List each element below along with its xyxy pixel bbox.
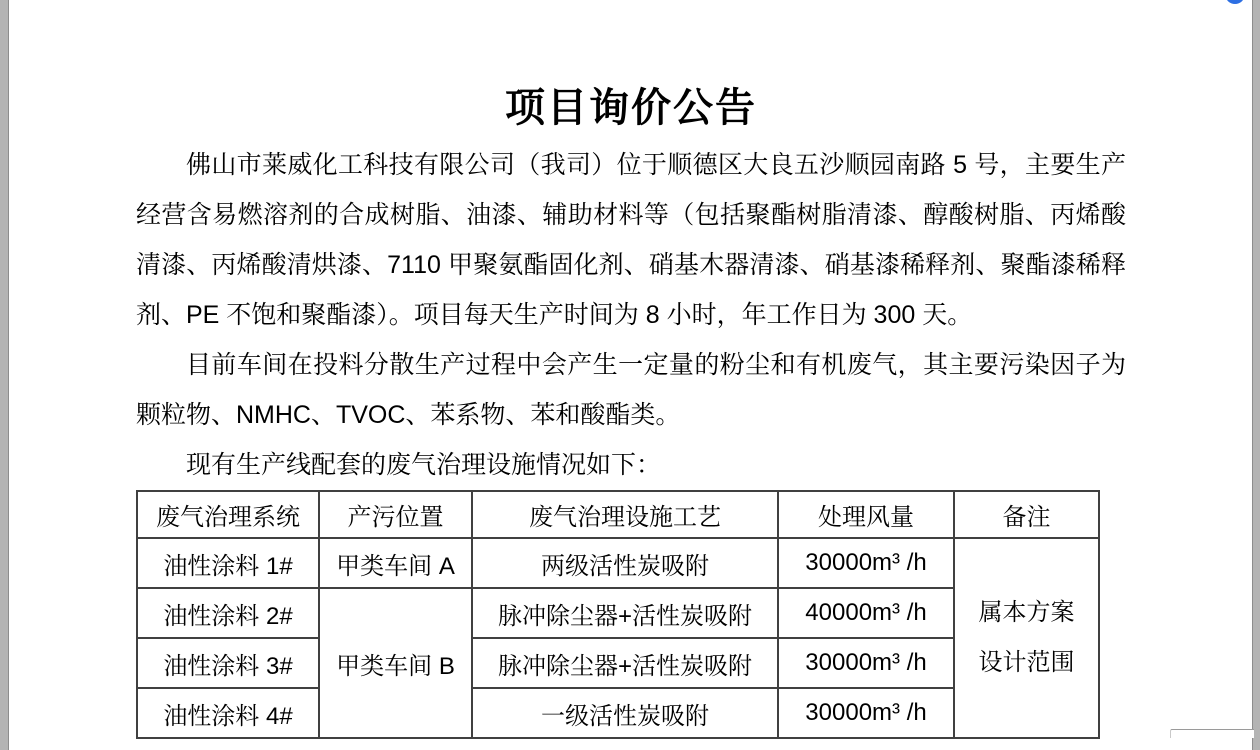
cell-process-3: 脉冲除尘器+活性炭吸附 [472, 638, 778, 688]
cell-system-4: 油性涂料 4# [137, 688, 319, 738]
cell-location-a: 甲类车间 A [319, 538, 472, 588]
header-system: 废气治理系统 [137, 491, 319, 538]
cell-system-2: 油性涂料 2# [137, 588, 319, 638]
header-location: 产污位置 [319, 491, 472, 538]
bottom-right-widget-edge [1170, 729, 1254, 738]
cell-system-3: 油性涂料 3# [137, 638, 319, 688]
document-page [8, 0, 1253, 750]
paragraph-pollutants: 目前车间在投料分散生产过程中会产生一定量的粉尘和有机废气，其主要污染因子为颗粒物、NMHC、TVOC、苯系物、苯和酸酯类。 [136, 351, 1126, 429]
paragraph-company-intro: 佛山市莱威化工科技有限公司（我司）位于顺德区大良五沙顺园南路 5 号，主要生产经营含易燃溶剂的合成树脂、油漆、辅助材料等（包括聚酯树脂清漆、醇酸树脂、丙烯酸清漆、丙烯酸清烘漆、7110 甲聚氨酯固化剂、硝基木器清漆、硝基漆稀释剂、聚酯漆稀释剂、PE 不饱和聚酯漆）。项目每天生产时间为 8 小时，年工作日为 300 天。 [136, 151, 1126, 329]
cell-airflow-2: 40000m³ /h [778, 588, 954, 638]
page-title: 项目询价公告 [505, 85, 757, 130]
cell-remark [954, 538, 1099, 738]
remark-line-2: 设计范围 [978, 649, 1075, 676]
cell-airflow-4: 30000m³ /h [778, 688, 954, 738]
header-remark: 备注 [954, 491, 1099, 538]
cell-system-1: 油性涂料 1# [137, 538, 319, 588]
cell-process-4: 一级活性炭吸附 [472, 688, 778, 738]
table-row [137, 538, 1099, 588]
cell-process-2: 脉冲除尘器+活性炭吸附 [472, 588, 778, 638]
table-header-row [137, 491, 1099, 538]
cell-airflow-3: 30000m³ /h [778, 638, 954, 688]
waste-gas-treatment-table [136, 490, 1100, 739]
cell-process-1: 两级活性炭吸附 [472, 538, 778, 588]
cell-location-b: 甲类车间 B [319, 588, 472, 738]
paragraph-table-lead-in: 现有生产线配套的废气治理设施情况如下： [186, 451, 662, 479]
cell-airflow-1: 30000m³ /h [778, 538, 954, 588]
document-content [136, 0, 1126, 739]
remark-line-1: 属本方案 [978, 599, 1075, 626]
header-process: 废气治理设施工艺 [472, 491, 778, 538]
header-airflow: 处理风量 [778, 491, 954, 538]
